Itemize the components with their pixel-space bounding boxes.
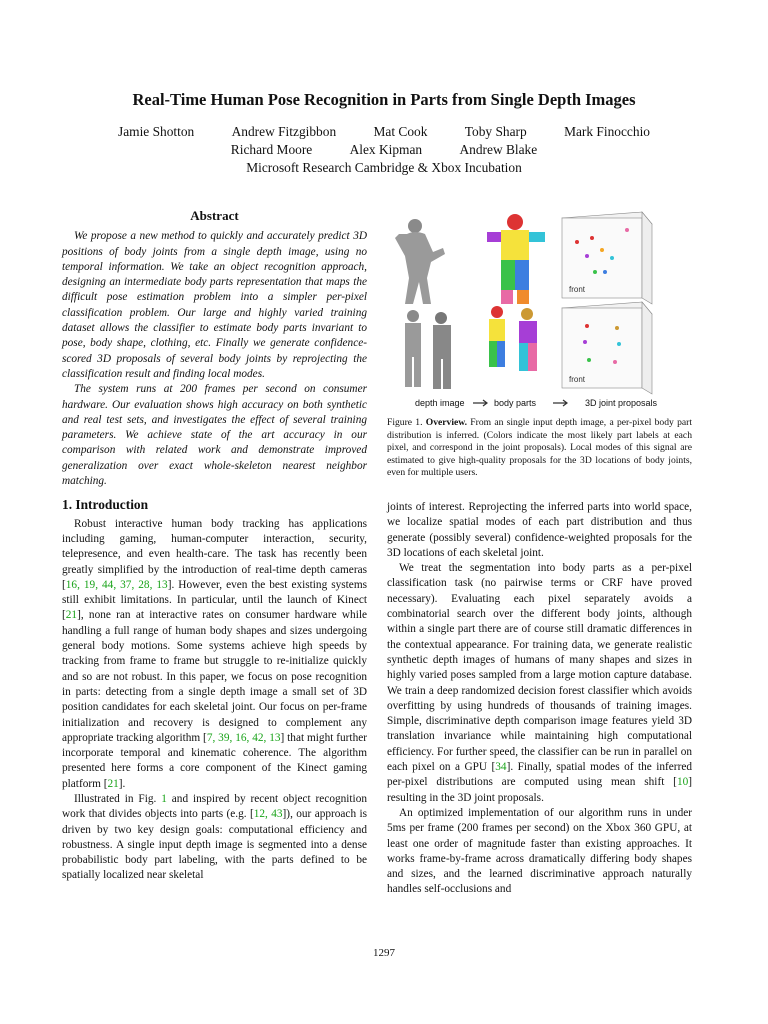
affiliation: Microsoft Research Cambridge & Xbox Incubation <box>246 160 522 175</box>
body-parts-silhouette-1 <box>487 214 545 304</box>
depth-silhouette-2 <box>405 310 451 389</box>
citation-link[interactable]: 34 <box>495 761 507 774</box>
author: Richard Moore <box>230 142 313 157</box>
citation-link[interactable]: 21 <box>107 777 119 790</box>
label-joint-proposals: 3D joint proposals <box>585 398 658 408</box>
abstract-paragraph: The system runs at 200 frames per second on consumer hardware. Our evaluation shows high accuracy on both synthetic and real test sets, and investigates the effect of several training parameters. We achieve state of the art accuracy in our comparison with related work and demonstrate improved generalization over exact whole-skeleton nearest neighbor matching. <box>62 383 367 488</box>
body-paragraph: joints of interest. Reprojecting the inferred parts into world space, we localize spatial modes of each part distribution and thus generate (possibly several) confidence-weighted proposals for the 3D locations of each skeletal joint. <box>387 501 692 559</box>
authors-line-2 <box>0 142 768 158</box>
joint-proposals-box-1 <box>562 212 652 304</box>
label-body-parts: body parts <box>494 398 537 408</box>
page-number: 1297 <box>373 947 395 959</box>
figure-link[interactable]: 1 <box>161 792 167 805</box>
citation-link[interactable]: 7, 39, 16, 42, 13 <box>206 731 281 744</box>
figure-1-overview <box>387 208 692 410</box>
author: Andrew Fitzgibbon <box>231 124 337 139</box>
author: Mat Cook <box>373 124 428 139</box>
citation-link[interactable]: 16, 19, 44, 37, 28, 13 <box>65 578 168 591</box>
depth-silhouette-1 <box>395 219 445 304</box>
section-heading: 1. Introduction <box>62 497 149 513</box>
abstract-heading: Abstract <box>190 208 239 223</box>
paper-title: Real-Time Human Pose Recognition in Parts from Single Depth Images <box>132 90 636 109</box>
svg-text:front: front <box>569 375 586 384</box>
author: Mark Finocchio <box>564 124 650 139</box>
intro-paragraph: Illustrated in Fig. 1 and inspired by recent object recognition work that divides objects into parts (e.g. [12, 43]), our approach is driven by two key design goals: computational efficiency and robustness. A single input depth image is segmented into a dense probabilistic body part labeling, with the parts defined to be spatially localized near skeletal <box>62 792 367 882</box>
body-parts-silhouette-2 <box>489 306 537 371</box>
intro-paragraph: Robust interactive human body tracking has applications including gaming, human-computer interaction, security, telepresence, and even health-care. The task has recently been greatly simplified by the introduction of real-time depth cameras [16, 19, 44, 37, 28, 13]. However, even the best existing systems still exhibit limitations. In particular, until the launch of Kinect [21], none ran at interactive rates on consumer hardware while handling a full range of human body shapes and sizes undergoing general body motions. Some systems achieve high speeds by tracking from frame to frame but struggle to re-initialize quickly and so are not robust. In this paper, we focus on pose recognition in parts: detecting from a single depth image a small set of 3D position candidates for each skeletal joint. Our focus on per-frame initialization and recovery is designed to complement any appropriate tracking algorithm [7, 39, 16, 42, 13] that might further incorporate temporal and kinematic coherence. The algorithm presented here forms a core component of the Kinect gaming platform [21]. <box>62 517 367 790</box>
citation-link[interactable]: 10 <box>676 776 689 789</box>
left-column <box>62 208 367 884</box>
abstract-paragraph: We propose a new method to quickly and accurately predict 3D positions of body joints from a single depth image, using no temporal information. We take an object recognition approach, designing an intermediate body parts representation that maps the difficult pose estimation problem into a simpler per-pixel classification problem. Our large and highly varied training dataset allows the classifier to estimate body parts invariant to pose, body shape, clothing, etc. Finally we generate confidence-scored 3D proposals of several body joints by reprojecting the classification result and finding local modes. <box>62 230 367 380</box>
author: Andrew Blake <box>459 142 538 157</box>
arrow-icon <box>553 400 567 406</box>
arrow-icon <box>473 400 487 406</box>
right-column <box>387 500 692 898</box>
joint-proposals-box-2 <box>562 302 652 394</box>
svg-text:front: front <box>569 285 586 294</box>
author: Toby Sharp <box>464 124 527 139</box>
author: Alex Kipman <box>349 142 423 157</box>
author: Jamie Shotton <box>118 124 195 139</box>
label-depth-image: depth image <box>415 398 465 408</box>
citation-link[interactable]: 21 <box>65 609 78 622</box>
citation-link[interactable]: 12, 43 <box>253 808 283 821</box>
body-paragraph: An optimized implementation of our algorithm runs in under 5ms per frame (200 frames per second) on the Xbox 360 GPU, at least one order of magnitude faster than existing approaches. It works frame-by-frame across dramatically differing body shapes and sizes, and the learned discriminative approach naturally handles self-occlusions and <box>387 806 692 896</box>
figure-caption: Figure 1. Overview. From an single input depth image, a per-pixel body part distribution is inferred. (Colors indicate the most likely part labels at each pixel, and correspond in the joint proposals). Local modes of this signal are estimated to give high-quality proposals for the 3D locations of body joints, even for multiple users. <box>387 417 692 479</box>
authors-line-1 <box>0 124 768 140</box>
body-paragraph: We treat the segmentation into body parts as a per-pixel classification task (no pairwise terms or CRF have proved necessary). Evaluating each pixel separately avoids a combinatorial search over the different body joints, although within a single part there are of course still dramatic differences in the contextual appearance. For training data, we generate realistic synthetic depth images of humans of many shapes and sizes in highly varied poses sampled from a large motion capture database. We train a deep randomized decision forest classifier which avoids overfitting by using hundreds of thousands of training images. Simple, discriminative depth comparison image features yield 3D translation invariance while maintaining high computational efficiency. For further speed, the classifier can be run in parallel on each pixel on a GPU [34]. Finally, spatial modes of the inferred per-pixel distributions are computed using mean shift [10] resulting in the 3D joint proposals. <box>387 562 692 804</box>
